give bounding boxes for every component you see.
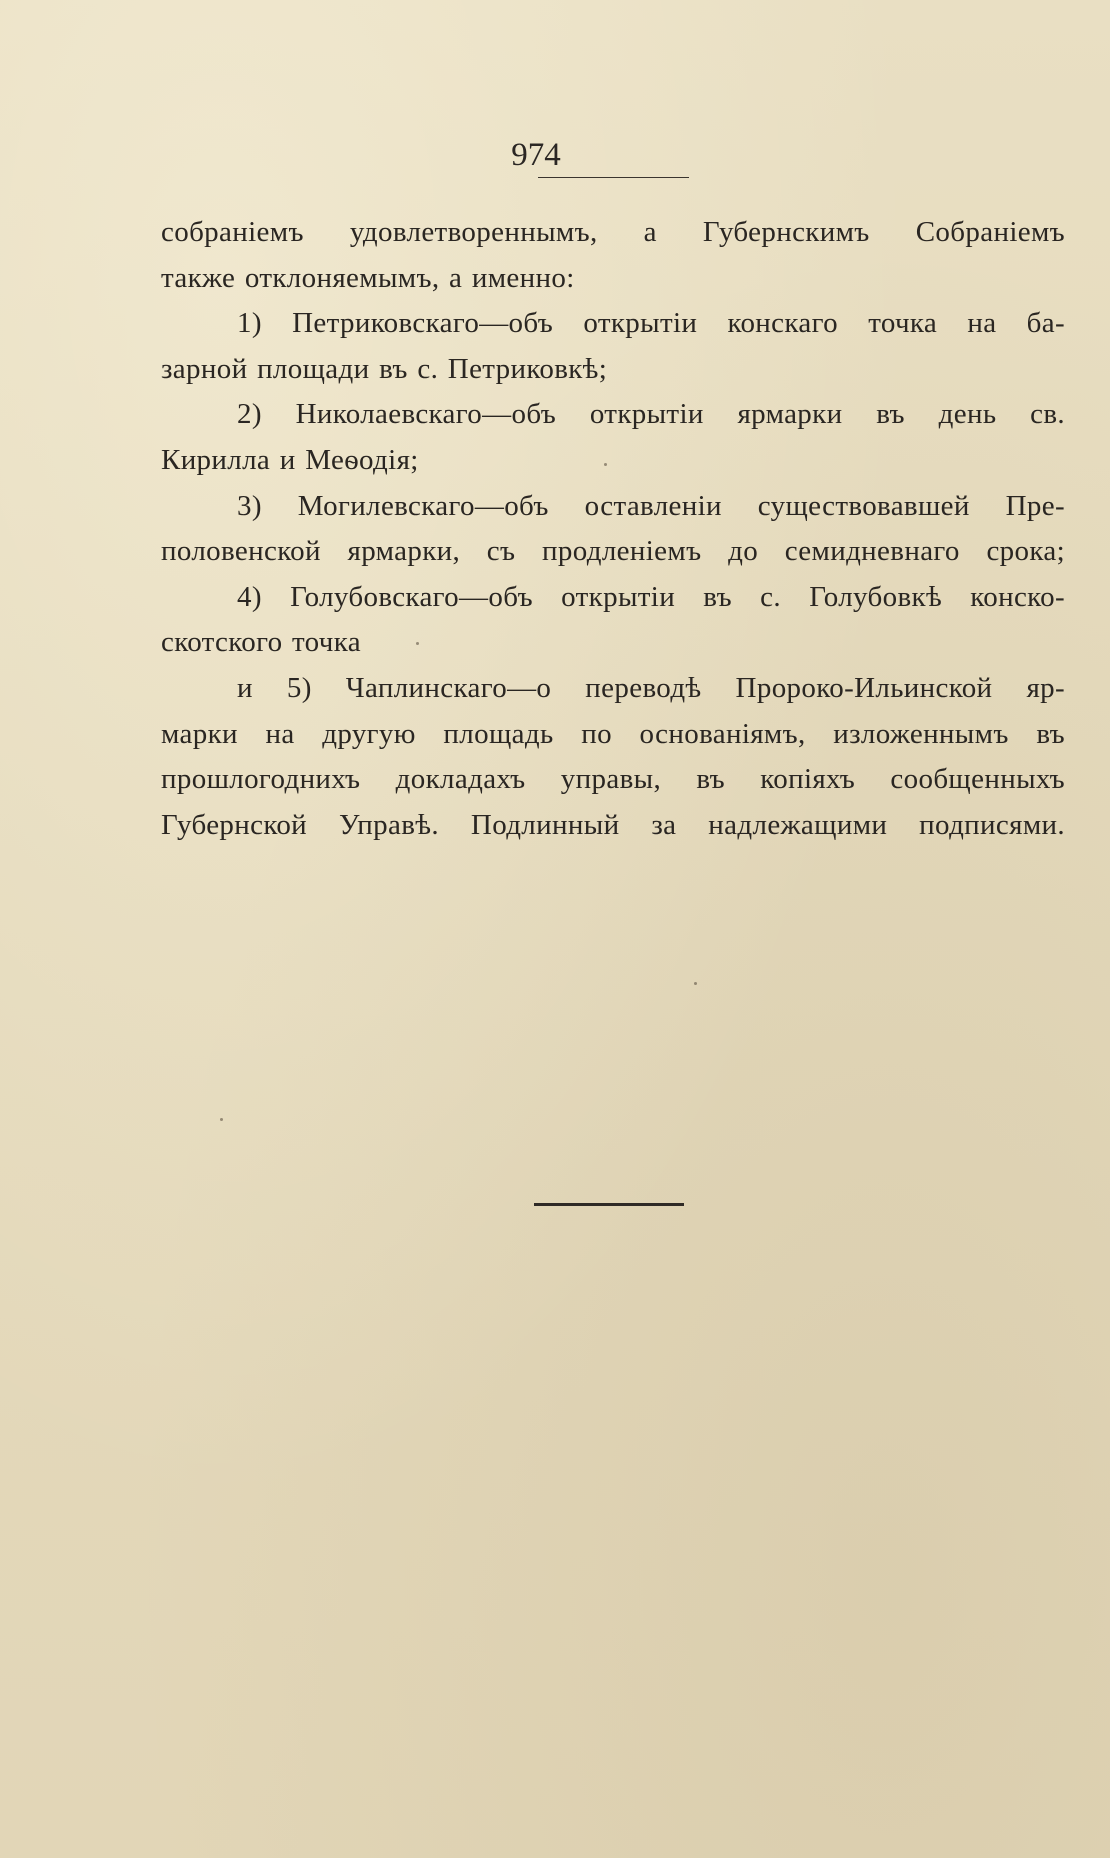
text-line: собраніемъ удовлетвореннымъ, а Губернскимъ Собраніемъ xyxy=(161,216,1065,248)
page-number: 974 xyxy=(511,137,561,173)
text-line: также отклоняемымъ, а именно: xyxy=(161,261,575,294)
paper-speck xyxy=(220,1118,223,1121)
paper-speck xyxy=(416,642,419,645)
text-line: марки на другую площадь по основаніямъ, изложеннымъ въ xyxy=(161,717,1065,750)
text-line: Кирилла и Меѳодія; xyxy=(161,443,419,476)
text-line: 2) Николаевскаго—объ открытіи ярмарки въ день св. xyxy=(237,398,1065,431)
text-line: и 5) Чаплинскаго—о переводѣ Пророко-Ильинской яр- xyxy=(237,671,1065,704)
text-line: половенской ярмарки, съ продленіемъ до семидневнаго срока; xyxy=(161,535,1065,568)
paper-speck xyxy=(604,463,607,466)
text-line: 3) Могилевскаго—объ оставленіи существовавшей Пре- xyxy=(237,489,1065,522)
text-line: Губернской Управѣ. Подлинный за надлежащими подписями. xyxy=(161,808,1065,841)
body-text xyxy=(161,210,1065,848)
text-line: скотского точка xyxy=(161,626,361,659)
header-rule xyxy=(538,177,689,178)
text-line: зарной площади въ с. Петриковкѣ; xyxy=(161,352,608,385)
text-line: 1) Петриковскаго—объ открытіи конскаго точка на ба- xyxy=(237,307,1065,340)
text-line: 4) Голубовскаго—объ открытіи въ с. Голубовкѣ конско- xyxy=(237,580,1065,613)
end-rule xyxy=(534,1203,684,1206)
text-line: прошлогоднихъ докладахъ управы, въ копіяхъ сообщенныхъ xyxy=(161,763,1065,796)
paper-speck xyxy=(694,982,697,985)
